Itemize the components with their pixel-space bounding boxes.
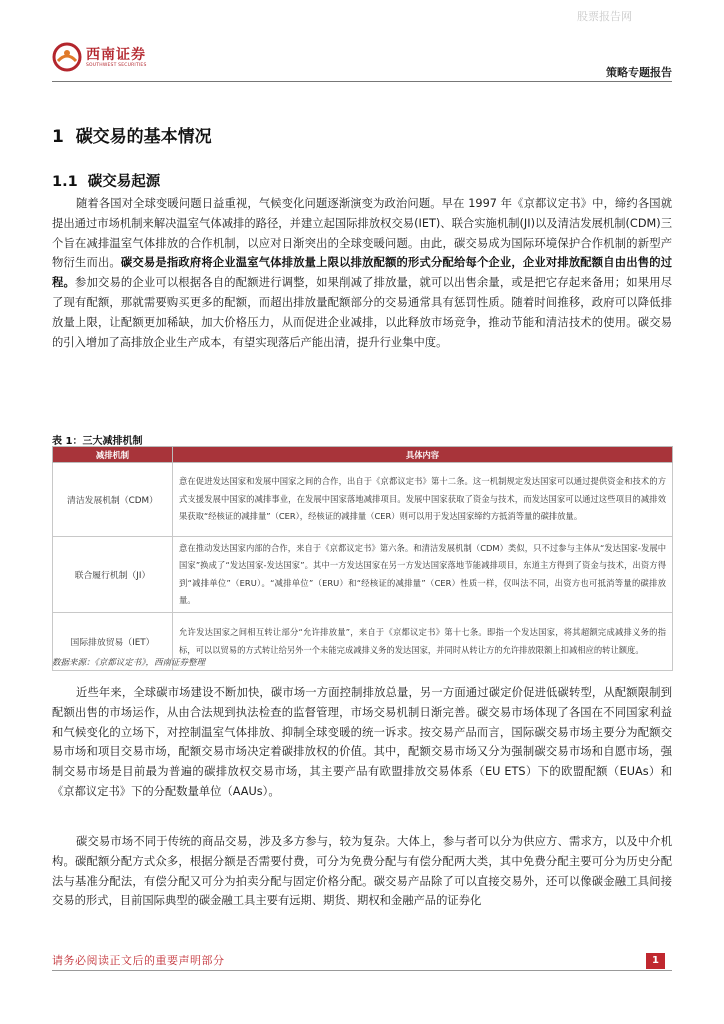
table-cell-mechanism: 联合履行机制（JI） [53,537,173,613]
footer-disclaimer: 请务必阅读正文后的重要声明部分 [52,954,225,967]
section-heading [52,122,212,147]
brand-logo [52,42,147,72]
brand-name-cn: 西南证券 [86,46,146,63]
page-number: 1 [646,953,665,969]
subsection-heading [52,170,160,191]
table-header-row [53,447,673,463]
watermark: 股票报告网 [577,10,632,23]
table-source: 数据来源：《京都议定书》，西南证券整理 [52,658,206,668]
header-divider [52,81,672,82]
logo-emblem-icon [52,42,82,72]
brand-name-en: SOUTHWEST SECURITIES [86,62,147,68]
table-cell-content: 意在促进发达国家和发展中国家之间的合作，出自于《京都议定书》第十二条。这一机制规定发达国家可以通过提供资金和技术的方式支援发展中国家的减排事业，在发展中国家落地减排项目。发展中国家获取了资金与技术，而发达国家可以通过这些项目的减排效果获取“经核证的减排量”（CER），经核证的减排量（CER）则可以用于发达国家缔约方抵消等量的碳排放量。 [173,463,673,537]
paragraph-intro-text-a: 随着各国对全球变暖问题日益重视，气候变化问题逐渐演变为政治问题。早在 1997 年《京都议定书》中，缔约各国就提出通过市场机制来解决温室气体减排的路径，并建立起国际排放权交易(IET)、联合实施机制(JI)以及清洁发展机制(CDM)三个旨在减排温室气体排放的合作机制，以应对日渐突出的全球变暖问题。由此，碳交易成为国际环境保护合作机制的新型产物衍生而出。 [52,197,672,270]
paragraph-intro [52,194,672,352]
table-cell-mechanism: 国际排放贸易（IET） [53,613,173,671]
report-type: 策略专题报告 [606,66,672,79]
mechanism-table [52,446,673,671]
section-number: 1 [52,127,64,147]
paragraph-intro-text-b: 参加交易的企业可以根据各自的配额进行调整，如果削减了排放量，就可以出售余量，或是把它存起来备用；如果用尽了现有配额，那就需要购买更多的配额，而超出排放量配额部分的交易通常具有惩罚性质。随着时间推移，政府可以降低排放量上限，让配额更加稀缺，加大价格压力，从而促进企业减排，以此释放市场竞争，推动节能和清洁技术的使用。碳交易的引入增加了高排放企业生产成本，有望实现落后产能出清，提升行业集中度。 [52,276,672,349]
table-cell-mechanism: 清洁发展机制（CDM） [53,463,173,537]
table-row [53,463,673,537]
section-title: 碳交易的基本情况 [75,127,212,147]
table-row [53,537,673,613]
table-title: 表 1：三大减排机制 [52,436,143,447]
paragraph-carbon-market: 近些年来，全球碳市场建设不断加快，碳市场一方面控制排放总量，另一方面通过碳定价促进低碳转型，从配额限制到配额出售的市场运作，从由合法规到执法检查的监督管理，市场交易机制日渐完善。碳交易市场体现了各国在不同国家利益和气候变化的立场下，对控制温室气体排放、抑制全球变暖的统一诉求。按交易产品而言，国际碳交易市场主要分为配额交易市场和项目交易市场，配额交易市场决定着碳排放权的价值。其中，配额交易市场又分为强制碳交易市场和自愿市场，强制交易市场是目前最为普遍的碳排放权交易市场，其主要产品有欧盟排放交易体系（EU ETS）下的欧盟配额（EUAs）和《京都议定书》下的分配数量单位（AAUs）。 [52,686,672,798]
subsection-title: 碳交易起源 [87,174,161,190]
subsection-number: 1.1 [52,174,78,190]
table-cell-content: 允许发达国家之间相互转让部分“允许排放量”，来自于《京都议定书》第十七条。即指一个发达国家，将其超额完成减排义务的指标，可以以贸易的方式转让给另外一个未能完成减排义务的发达国家，并同时从转让方的允许排放限额上扣减相应的转让额度。 [173,613,673,671]
footer-divider [52,970,672,971]
table-cell-content: 意在推动发达国家内部的合作，来自于《京都议定书》第六条。和清洁发展机制（CDM）类似，只不过参与主体从“发达国家-发展中国家”换成了“发达国家-发达国家”。其中一方发达国家在另一方发达国家落地节能减排项目，东道主方得到了资金与技术，出资方得到“减排单位”（ERU）。“减排单位”（ERU）和“经核证的减排量”（CER）性质一样，仅叫法不同，出资方也可抵消等量的碳排放量。 [173,537,673,613]
table-header-mechanism: 减排机制 [53,447,173,463]
table-header-content: 具体内容 [173,447,673,463]
paragraph-trading-structure: 碳交易市场不同于传统的商品交易，涉及多方参与，较为复杂。大体上，参与者可以分为供应方、需求方，以及中介机构。碳配额分配方式众多，根据分额是否需要付费，可分为免费分配与有偿分配两大类，其中免费分配主要可分为历史分配法与基准分配法，有偿分配又可分为拍卖分配与固定价格分配。碳交易产品除了可以直接交易外，还可以像碳金融工具间接交易的形式，目前国际典型的碳金融工具主要有远期、期货、期权和金融产品的证券化 [52,835,672,908]
paragraph-intro-bold: 碳交易是指政府将企业温室气体排放量上限以排放配额的形式分配给每个企业，企业对排放配额自由出售的过程。 [52,256,672,290]
